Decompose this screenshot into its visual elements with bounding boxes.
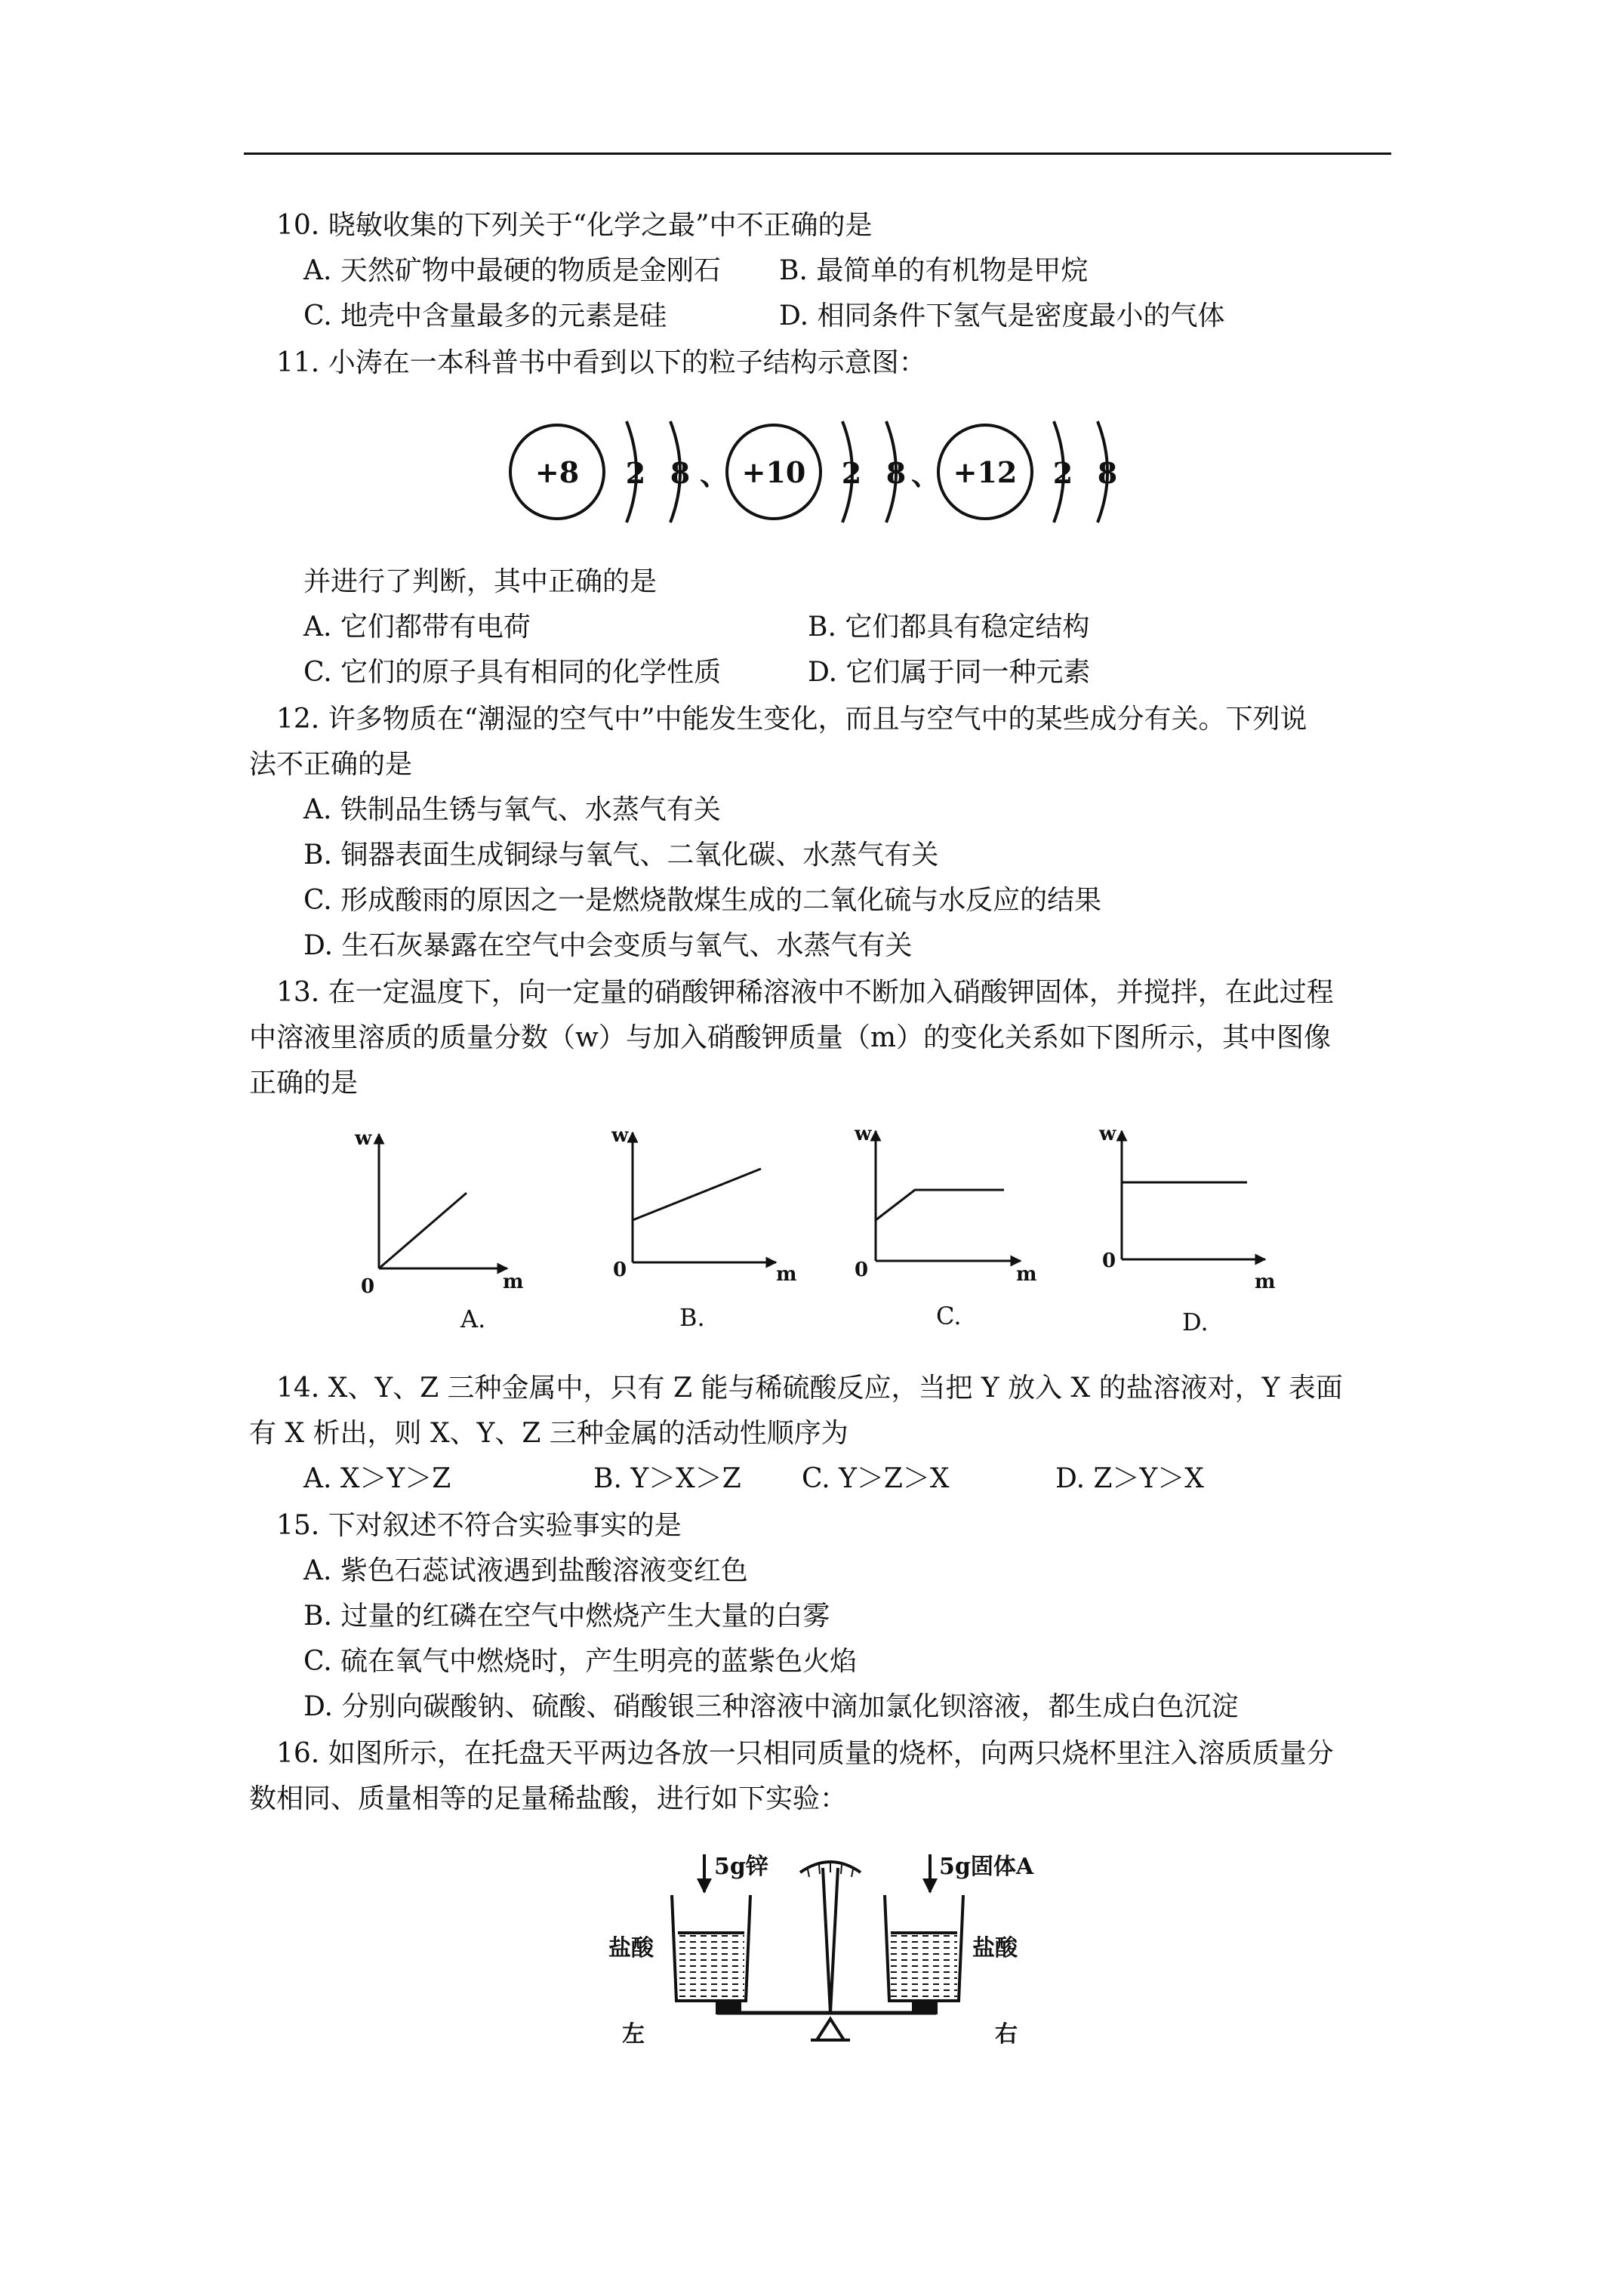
- shell2-count-2: 8: [885, 456, 907, 490]
- q14-option-a: A. X＞Y＞Z: [303, 1463, 451, 1494]
- left-add-label: 5g锌: [714, 1854, 768, 1880]
- q11-option-a: A. 它们都带有电荷: [303, 612, 531, 643]
- q15-option-a: A. 紫色石蕊试液遇到盐酸溶液变红色: [303, 1555, 748, 1586]
- graph-b-y-label: w: [611, 1124, 629, 1147]
- graph-d-x-label: m: [1255, 1271, 1276, 1293]
- q12-option-b: B. 铜器表面生成铜绿与氧气、二氧化碳、水蒸气有关: [303, 840, 939, 871]
- q15-option-d: D. 分别向碳酸钠、硫酸、硝酸银三种溶液中滴加氯化钡溶液，都生成白色沉淀: [303, 1691, 1239, 1722]
- header-rule: [244, 153, 1391, 155]
- shell2-count-1: 8: [670, 456, 691, 490]
- q13-stem-line2: 中溶液里溶质的质量分数（w）与加入硝酸钾质量（m）的变化关系如下图所示，其中图像: [249, 1022, 1331, 1053]
- graph-b-label: B.: [679, 1303, 705, 1332]
- q10-option-a: A. 天然矿物中最硬的物质是金刚石: [303, 255, 721, 286]
- q14-stem-line1: 14. X、Y、Z 三种金属中，只有 Z 能与稀硫酸反应，当把 Y 放入 X 的盐溶液对，Y 表面: [276, 1373, 1343, 1404]
- nucleus-charge-3: +12: [953, 455, 1018, 489]
- graph-a-x-label: m: [503, 1271, 524, 1293]
- right-liquid-label: 盐酸: [972, 1935, 1018, 1962]
- graph-a-label: A.: [460, 1305, 486, 1333]
- q12-stem-line1: 12. 许多物质在“潮湿的空气中”中能发生变化，而且与空气中的某些成分有关。下列说: [276, 704, 1307, 735]
- q11-option-d: D. 它们属于同一种元素: [808, 657, 1091, 688]
- nucleus-charge-1: +8: [534, 455, 580, 489]
- q12-option-c: C. 形成酸雨的原因之一是燃烧散煤生成的二氧化硫与水反应的结果: [303, 885, 1102, 916]
- q10-option-d: D. 相同条件下氢气是密度最小的气体: [779, 300, 1225, 331]
- q16-stem-line2: 数相同、质量相等的足量稀盐酸，进行如下实验：: [249, 1783, 848, 1814]
- q13-stem-line3: 正确的是: [249, 1068, 359, 1099]
- shell1-count-1: 2: [625, 456, 646, 490]
- left-liquid: [678, 1933, 744, 1998]
- graph-d-y-label: w: [1099, 1123, 1116, 1145]
- graph-b-origin: 0: [613, 1259, 627, 1281]
- q11-option-c: C. 它们的原子具有相同的化学性质: [303, 657, 722, 688]
- q10-stem: 10. 晓敏收集的下列关于“化学之最”中不正确的是: [276, 210, 873, 241]
- balance-pointer: [823, 1868, 830, 2013]
- balance-base: [817, 2019, 844, 2040]
- q14-stem-line2: 有 X 析出，则 X、Y、Z 三种金属的活动性顺序为: [249, 1418, 848, 1449]
- q15-stem: 15. 下对叙述不符合实验事实的是: [276, 1510, 682, 1541]
- shell1-count-2: 2: [841, 456, 862, 490]
- q13-stem-line1: 13. 在一定温度下，向一定量的硝酸钾稀溶液中不断加入硝酸钾固体，并搅拌，在此过程: [276, 977, 1334, 1008]
- right-add-label: 5g固体A: [939, 1854, 1034, 1880]
- q14-option-d: D. Z＞Y＞X: [1055, 1463, 1204, 1494]
- graph-c-origin: 0: [855, 1259, 869, 1281]
- q12-stem-line2: 法不正确的是: [249, 749, 413, 780]
- q10-option-c: C. 地壳中含量最多的元素是硅: [303, 300, 667, 331]
- separator-2: 、: [910, 458, 941, 492]
- shell1-count-3: 2: [1052, 456, 1073, 490]
- particle-structure-figure: [506, 408, 1132, 536]
- balance-pointer-line: [830, 1868, 838, 2013]
- left-liquid-label: 盐酸: [608, 1935, 654, 1962]
- q14-option-b: B. Y＞X＞Z: [593, 1463, 741, 1494]
- graph-a-y-label: w: [355, 1127, 372, 1150]
- nucleus-charge-2: +10: [741, 455, 806, 489]
- q15-option-b: B. 过量的红磷在空气中燃烧产生大量的白雾: [303, 1601, 830, 1632]
- q13-graphs-figure: [332, 1117, 1313, 1344]
- graph-c-label: C.: [936, 1302, 962, 1330]
- q11-stem2: 并进行了判断，其中正确的是: [303, 566, 658, 597]
- q11-option-b: B. 它们都具有稳定结构: [808, 612, 1090, 643]
- q15-option-c: C. 硫在氧气中燃烧时，产生明亮的蓝紫色火焰: [303, 1646, 858, 1677]
- q12-option-a: A. 铁制品生锈与氧气、水蒸气有关: [303, 794, 721, 825]
- graph-c-curve: [876, 1190, 1004, 1220]
- right-side-label: 右: [995, 2021, 1018, 2048]
- graph-a-curve: [379, 1193, 467, 1268]
- shell2-count-3: 8: [1097, 456, 1118, 490]
- graph-b-x-label: m: [776, 1263, 797, 1286]
- left-side-label: 左: [622, 2021, 645, 2048]
- graph-d-label: D.: [1182, 1308, 1209, 1336]
- q10-option-b: B. 最简单的有机物是甲烷: [779, 255, 1089, 286]
- q14-option-c: C. Y＞Z＞X: [802, 1463, 950, 1494]
- q11-stem: 11. 小涛在一本科普书中看到以下的粒子结构示意图：: [276, 347, 926, 378]
- graph-c-x-label: m: [1016, 1263, 1037, 1286]
- q16-stem-line1: 16. 如图所示，在托盘天平两边各放一只相同质量的烧杯，向两只烧杯里注入溶质质量分: [276, 1738, 1334, 1769]
- graph-d-origin: 0: [1102, 1250, 1116, 1272]
- right-liquid: [891, 1933, 957, 1998]
- q12-option-d: D. 生石灰暴露在空气中会变质与氧气、水蒸气有关: [303, 930, 913, 961]
- graph-b-curve: [633, 1169, 761, 1220]
- graph-a-origin: 0: [361, 1275, 375, 1298]
- graph-c-y-label: w: [855, 1123, 872, 1145]
- balance-experiment-figure: [604, 1842, 1057, 2061]
- separator-1: 、: [699, 458, 729, 492]
